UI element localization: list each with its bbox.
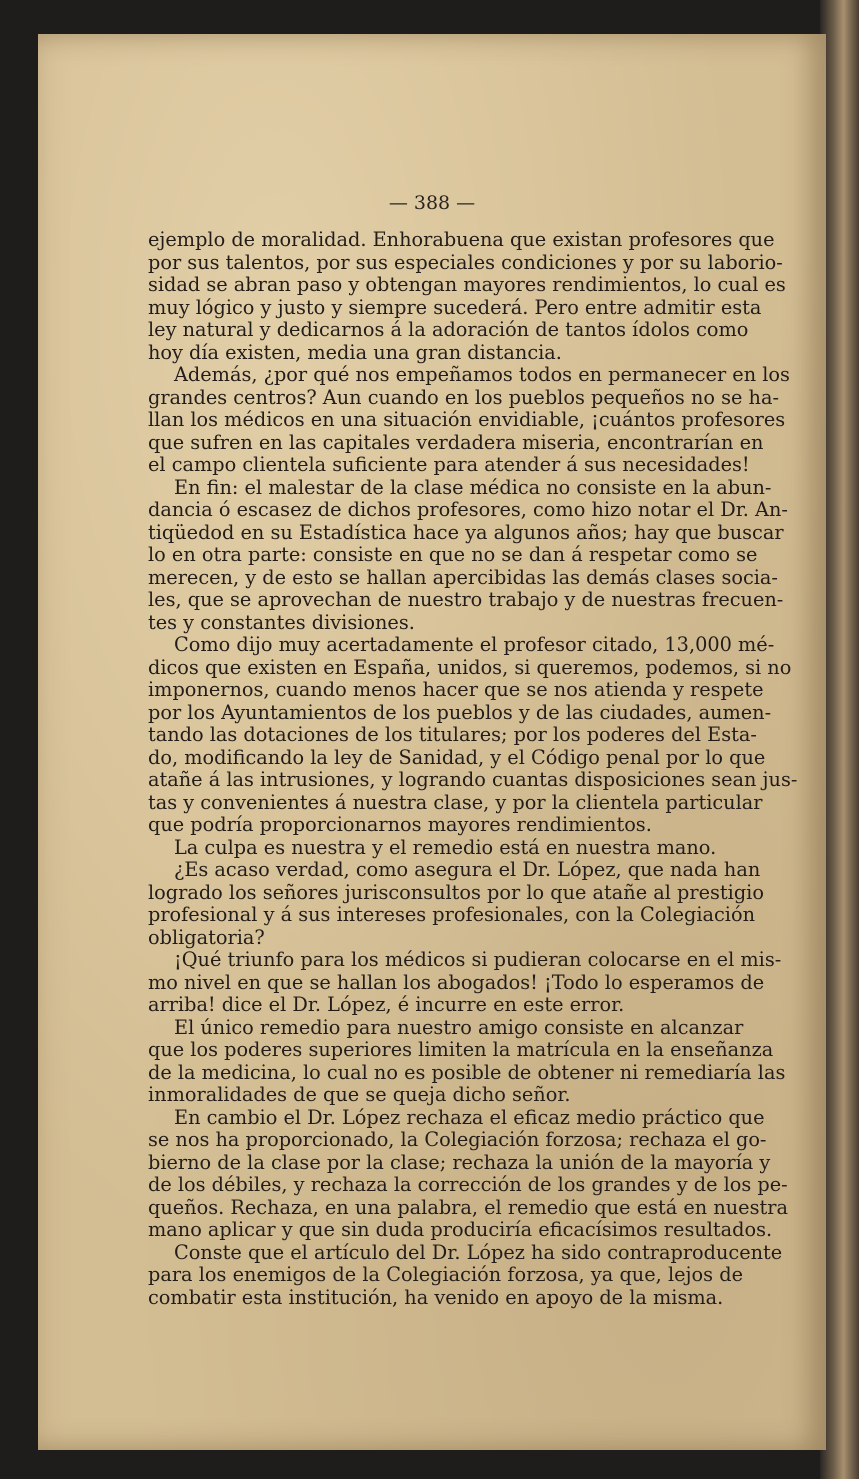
text-line: tiqüedod en su Estadística hace ya algunos años; hay que buscar	[148, 520, 784, 544]
text-line: do, modificando la ley de Sanidad, y el Código penal por lo que	[148, 745, 766, 769]
text-line: bierno de la clase por la clase; rechaza la unión de la mayoría y	[148, 1150, 771, 1174]
text-line: ¡Qué triunfo para los médicos si pudieran colocarse en el mis-	[174, 948, 782, 971]
text-line: ley natural y dedicarnos á la adoración de tantos ídolos como	[148, 318, 749, 341]
text-line: La culpa es nuestra y el remedio está en nuestra mano.	[174, 835, 717, 859]
text-line: lo en otra parte: consiste en que no se dan á respetar como se	[148, 543, 758, 566]
text-line: hoy día existen, media una gran distancia.	[148, 340, 562, 364]
text-line: de los débiles, y rechaza la corrección de los grandes y de los pe-	[148, 1173, 788, 1196]
text-line: muy lógico y justo y siempre sucederá. Pero entre admitir esta	[148, 295, 762, 319]
text-line: tando las dotaciones de los titulares; por los poderes del Esta-	[148, 723, 757, 746]
text-line: mo nivel en que se hallan los abogados! ¡Todo lo esperamos de	[148, 970, 765, 994]
body-text	[148, 228, 798, 1309]
text-line: combatir esta institución, ha venido en apoyo de la misma.	[148, 1285, 724, 1309]
text-line: profesional y á sus intereses profesionales, con la Colegiación	[148, 903, 755, 926]
page-number: — 388 —	[388, 192, 476, 214]
text-line: se nos ha proporcionado, la Colegiación forzosa; rechaza el go-	[148, 1128, 767, 1151]
text-line: queños. Rechaza, en una palabra, el remedio que está en nuestra	[148, 1195, 788, 1219]
text-line: Además, ¿por qué nos empeñamos todos en permanecer en los	[174, 363, 790, 386]
text-line: llan los médicos en una situación envidiable, ¡cuántos profesores	[148, 408, 786, 431]
text-line: arriba! dice el Dr. López, é incurre en este error.	[148, 993, 625, 1016]
text-line: grandes centros? Aun cuando en los pueblos pequeños no se ha-	[148, 385, 779, 409]
text-line: inmoralidades de que se queja dicho señor.	[148, 1083, 571, 1106]
text-line: Como dijo muy acertadamente el profesor citado, 13,000 mé-	[174, 633, 775, 656]
text-line: para los enemigos de la Colegiación forzosa, ya que, lejos de	[148, 1263, 743, 1286]
text-line: que los poderes superiores limiten la matrícula en la enseñanza	[148, 1038, 774, 1061]
text-line: por los Ayuntamientos de los pueblos y de las ciudades, aumen-	[148, 700, 772, 724]
text-line: ¿Es acaso verdad, como asegura el Dr. López, que nada han	[174, 858, 761, 881]
text-line: que podría proporcionarnos mayores rendimientos.	[148, 813, 652, 836]
text-line: merecen, y de esto se hallan apercibidas las demás clases socia-	[148, 565, 778, 589]
text-line: tes y constantes divisiones.	[148, 610, 415, 634]
text-line: En fin: el malestar de la clase médica no consiste en la abun-	[174, 475, 772, 499]
text-line: dicos que existen en España, unidos, si queremos, podemos, si no	[148, 655, 792, 679]
text-line: El único remedio para nuestro amigo consiste en alcanzar	[174, 1015, 744, 1039]
text-line: ejemplo de moralidad. Enhorabuena que existan profesores que	[148, 228, 775, 251]
text-line: el campo clientela suficiente para atender á sus necesidades!	[148, 453, 750, 476]
text-line: Conste que el artículo del Dr. López ha sido contraproducente	[174, 1240, 783, 1264]
text-line: de la medicina, lo cual no es posible de obtener ni remediaría las	[148, 1060, 786, 1084]
book-page	[38, 34, 826, 1450]
text-line: les, que se aprovechan de nuestro trabajo y de nuestras frecuen-	[148, 588, 784, 611]
text-line: En cambio el Dr. López rechaza el eficaz medio práctico que	[174, 1105, 765, 1129]
text-line: sidad se abran paso y obtengan mayores rendimientos, lo cual es	[148, 273, 786, 296]
text-line: atañe á las intrusiones, y logrando cuantas disposiciones sean jus-	[148, 768, 798, 791]
text-line: obligatoria?	[148, 925, 265, 949]
text-line: que sufren en las capitales verdadera miseria, encontrarían en	[148, 430, 764, 454]
text-line: imponernos, cuando menos hacer que se nos atienda y respete	[148, 678, 764, 701]
text-line: logrado los señores jurisconsultos por lo que atañe al prestigio	[148, 880, 764, 904]
text-line: dancia ó escasez de dichos profesores, como hizo notar el Dr. An-	[148, 498, 788, 521]
text-line: por sus talentos, por sus especiales condiciones y por su laborio-	[148, 250, 783, 274]
text-line: tas y convenientes á nuestra clase, y por la clientela particular	[148, 790, 763, 814]
text-line: mano aplicar y que sin duda produciría eficacísimos resultados.	[148, 1218, 773, 1241]
